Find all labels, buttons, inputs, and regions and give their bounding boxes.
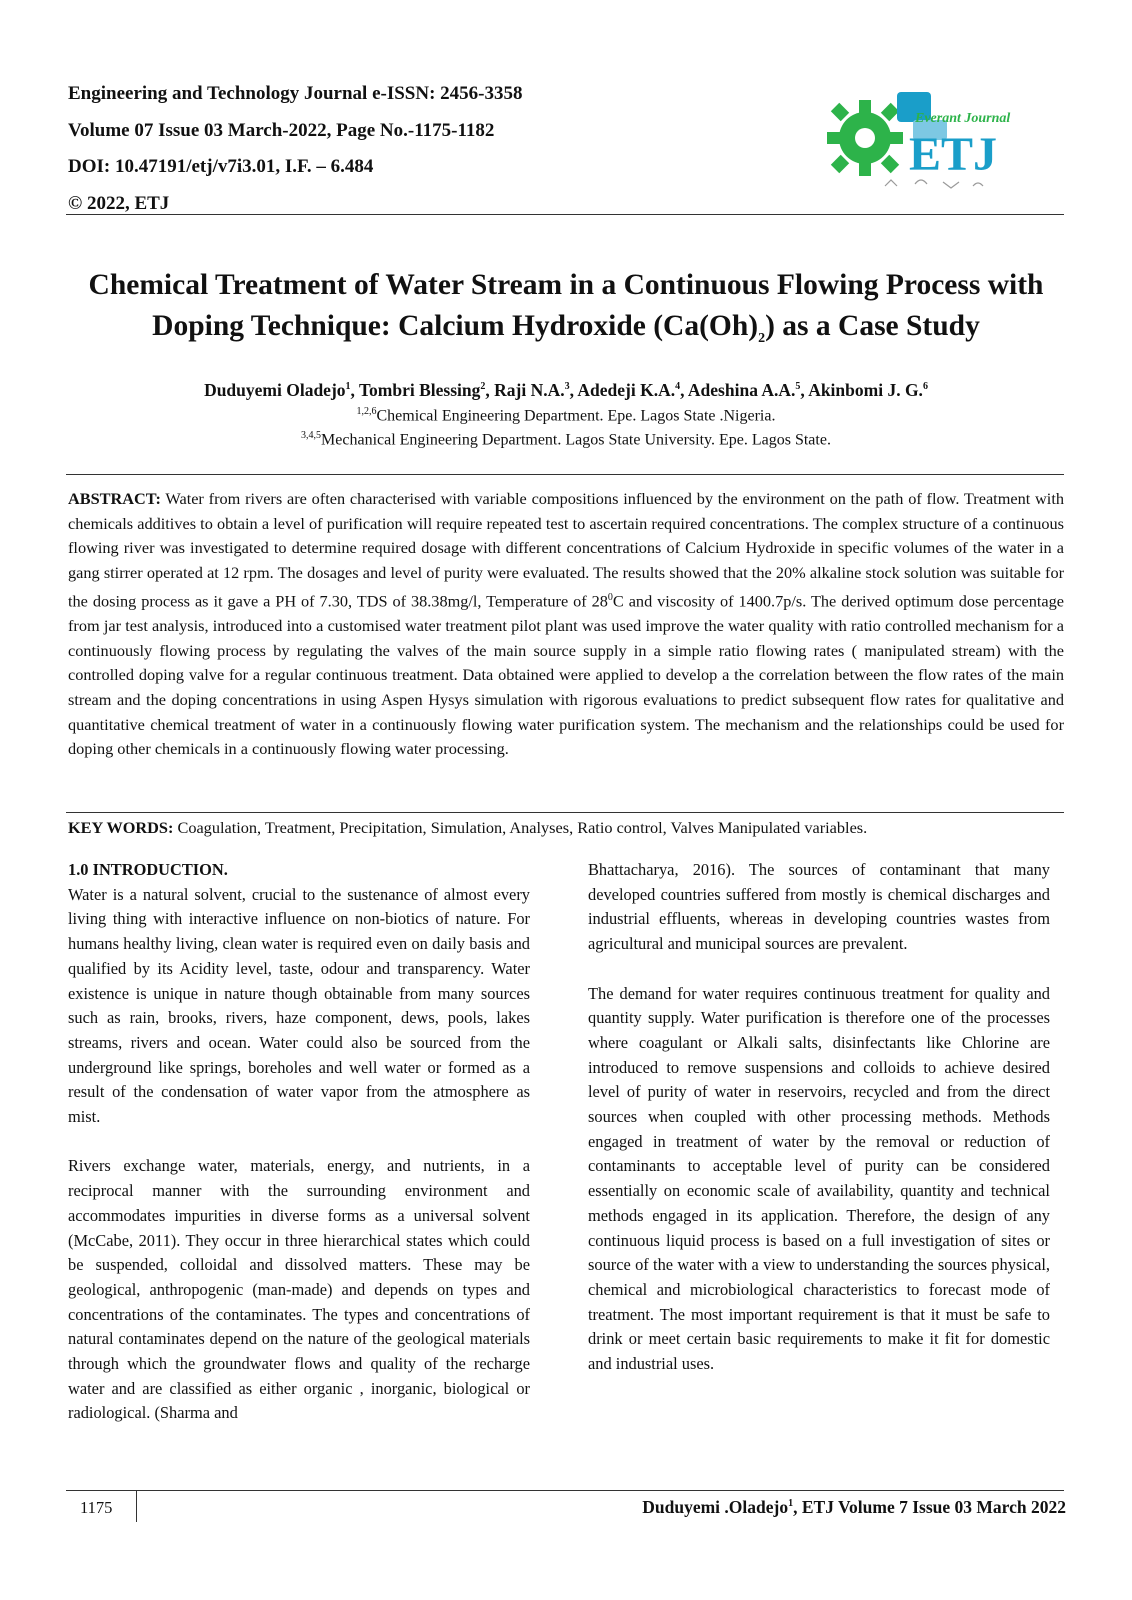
keywords-text: Coagulation, Treatment, Precipitation, Simulation, Analyses, Ratio control, Valves Manipulated variables. <box>173 818 868 837</box>
abstract-label: ABSTRACT: <box>68 489 161 508</box>
journal-logo <box>825 86 1030 198</box>
affiliation-2: $^{3,4,5}$Mechanical Engineering Department. Lagos State University. Epe. Lagos State. <box>301 430 831 449</box>
author: Tombri Blessing$^2$, <box>358 380 495 400</box>
logo-text-top: Everant Journal <box>915 111 1011 126</box>
abstract: ABSTRACT: Water from rivers are often characterised with variable compositions influenced by the environment on the path of flow. Treatment with chemicals additives to obtain a level of purification will require repeated test to ascertain required concentrations. The complex structure of a continuous flowing river was investigated to determine required dosage with different concentrations of Calcium Hydroxide in specific volumes of the water in a gang stirrer operated at 12 rpm. The dosages and level of purity were evaluated. The results showed that the 20% alkaline stock solution was suitable for the dosing process as it gave a PH of 7.30, TDS of 38.38mg/l, Temperature of $28^0C$ and viscosity of 1400.7p/s. The derived optimum dose percentage from jar test analysis, introduced into a customised water treatment pilot plant was used improve the water quality with ratio controlled mechanism for a continuously flowing process by regulating the valves of the main source supply in a simple ratio flowing rates ( manipulated stream) with the controlled doping valve for a regular continuous treatment. Data obtained were applied to develop a the correlation between the flow rates of the main stream and the doping concentrations in using Aspen Hysys simulation with rigorous evaluations to predict subsequent flow rates for qualitative and quantitative chemical treatment of water in a continuously flowing water purification system. The mechanism and the relationships could be used for doping other chemicals in a continuously flowing water processing. <box>68 489 1065 759</box>
abstract-text: Water from rivers are often characterised with variable compositions influenced by the environment on the path of flow. Treatment with chemicals additives to obtain a level of purification will require repeated test to ascertain required concentrations. The complex structure of a continuous flowing river was investigated to determine required dosage with different concentrations of Calcium Hydroxide in specific volumes of the water in a gang stirrer operated at 12 rpm. The dosages and level of purity were evaluated. The results showed that the 20% alkaline stock solution was suitable for the dosing process as it gave a PH of 7.30, TDS of 38.38mg/l, Temperature of 28 <box>68 489 1064 611</box>
copyright: © 2022, ETJ <box>68 192 170 214</box>
right-column <box>588 858 1050 1401</box>
title-line-2: Doping Technique: Calcium Hydroxide $(Ca(Oh)_2)$ as a Case Study <box>152 310 980 346</box>
author: Adedeji K.A.$^4$, <box>577 380 688 400</box>
left-column <box>68 858 530 1451</box>
footer-divider <box>136 1490 137 1522</box>
paragraph: Bhattacharya, 2016). The sources of contaminant that many developed countries suffered from mostly is chemical discharges and industrial effluents, whereas in developing countries wastes from agricultural and municipal sources are prevalent. <box>588 860 1050 954</box>
affiliation-1: $^{1,2,6}$Chemical Engineering Department. Epe. Lagos State .Nigeria. <box>356 406 776 425</box>
paragraph: Water is a natural solvent, crucial to the sustenance of almost every living thing with interactive influence on non-biotics of nature. For humans healthy living, clean water is required even on daily basis and qualified by its Acidity level, taste, odour and transparency. Water existence is unique in nature though obtainable from many sources such as rain, brooks, rivers, haze component, dews, pools, lakes streams, rivers and ocean. Water could also be sourced from the underground like springs, boreholes and well water or formed as a result of the condensation of water vapor from the atmosphere as mist. <box>68 884 530 1127</box>
paragraph: The demand for water requires continuous treatment for quality and quantity supply. Water purification is therefore one of the processes where coagulant or Alkali salts, disinfectants like Chlorine are introduced to remove suspensions and colloids to achieve desired level of purity of water in reservoirs, recycled and from the direct sources when coupled with other processing methods. Methods engaged in treatment of water by the removal or reduction of contaminants to acceptable level of purity can be considered essentially on economic scale of availability, quantity and technical methods engaged in its application. Therefore, the design of any continuous liquid process is based on a full investigation of sites or source of the water with a view to understanding the sources physical, chemical and microbiological characteristics to forecast mode of treatment. The most important requirement is that it must be safe to drink or meet certain basic requirements to make it fit for domestic and industrial uses. <box>588 983 1050 1374</box>
abstract-top-rule <box>66 474 1064 475</box>
author-list <box>60 380 1072 401</box>
title-line-1: Chemical Treatment of Water Stream in a Continuous Flowing Process with <box>88 269 1044 301</box>
doi-info: DOI: 10.47191/etj/v7i3.01, I.F. – 6.484 <box>68 156 374 177</box>
volume-info: Volume 07 Issue 03 March-2022, Page No.-1175-1182 <box>68 119 495 141</box>
paper-title <box>60 265 1072 359</box>
author: Akinbomi J. G.$^6$ <box>808 380 928 400</box>
gear-icon <box>827 100 903 176</box>
logo-text-main: ETJ <box>909 128 998 181</box>
section-heading: 1.0 INTRODUCTION. <box>68 860 228 879</box>
paragraph: Rivers exchange water, materials, energy, and nutrients, in a reciprocal manner with the surrounding environment and accommodates impurities in diverse forms as a universal solvent (McCabe, 2011). They occur in three hierarchical states which could be suspended, colloidal and dissolved matters. These may be geological, anthropogenic (man-made) and depends on types and concentrations of the contaminates. The types and concentrations of natural contaminates depend on the nature of the geological materials through which the groundwater flows and quality of the recharge water and are classified as either organic , inorganic, biological or radiological. (Sharma and <box>68 1156 530 1423</box>
author: Duduyemi Oladejo$^1$, <box>204 380 359 400</box>
page-number: 1175 <box>80 1498 113 1517</box>
keywords-label: KEY WORDS: <box>68 818 174 837</box>
running-footer: Duduyemi .Oladejo$^1$, ETJ Volume 7 Issue 03 March 2022 <box>642 1497 1066 1517</box>
header-rule <box>66 214 1064 215</box>
journal-header <box>68 76 688 222</box>
author: Raji N.A.$^3$, <box>494 380 578 400</box>
keywords <box>68 818 1068 838</box>
author: Adeshina A.A.$^5$, <box>687 380 809 400</box>
journal-name: Engineering and Technology Journal e-ISSN: 2456-3358 <box>68 83 523 104</box>
footer-rule <box>66 1490 1064 1491</box>
abstract-bottom-rule <box>66 812 1064 813</box>
